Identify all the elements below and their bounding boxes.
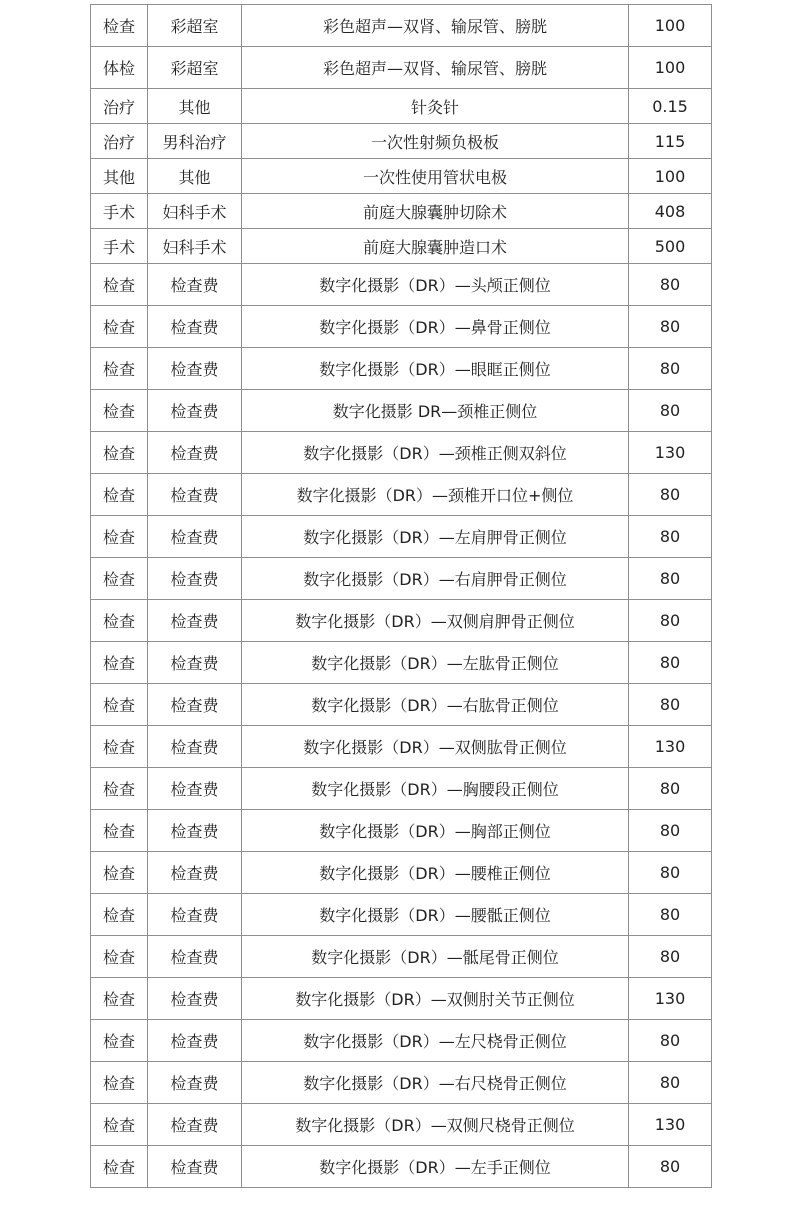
cell-department: 检查费 <box>148 1104 242 1146</box>
cell-category: 检查 <box>91 768 148 810</box>
cell-category: 检查 <box>91 600 148 642</box>
table-row <box>91 894 712 936</box>
cell-item-name: 数字化摄影 DR—颈椎正侧位 <box>242 390 629 432</box>
table-row <box>91 768 712 810</box>
cell-category: 检查 <box>91 1104 148 1146</box>
cell-item-name: 前庭大腺囊肿造口术 <box>242 229 629 264</box>
cell-price: 80 <box>629 306 712 348</box>
cell-category: 检查 <box>91 684 148 726</box>
table-row <box>91 264 712 306</box>
cell-price: 80 <box>629 516 712 558</box>
cell-category: 检查 <box>91 264 148 306</box>
cell-item-name: 数字化摄影（DR）—头颅正侧位 <box>242 264 629 306</box>
cell-item-name: 数字化摄影（DR）—颈椎开口位+侧位 <box>242 474 629 516</box>
table-row <box>91 684 712 726</box>
cell-price: 100 <box>629 5 712 47</box>
cell-category: 检查 <box>91 516 148 558</box>
cell-price: 80 <box>629 1062 712 1104</box>
cell-category: 治疗 <box>91 89 148 124</box>
cell-department: 检查费 <box>148 390 242 432</box>
cell-item-name: 数字化摄影（DR）—右肱骨正侧位 <box>242 684 629 726</box>
cell-item-name: 数字化摄影（DR）—腰骶正侧位 <box>242 894 629 936</box>
cell-category: 检查 <box>91 558 148 600</box>
table-row <box>91 1104 712 1146</box>
cell-department: 检查费 <box>148 894 242 936</box>
cell-price: 80 <box>629 264 712 306</box>
cell-department: 检查费 <box>148 726 242 768</box>
cell-price: 130 <box>629 978 712 1020</box>
cell-item-name: 数字化摄影（DR）—腰椎正侧位 <box>242 852 629 894</box>
cell-item-name: 数字化摄影（DR）—左肱骨正侧位 <box>242 642 629 684</box>
cell-price: 130 <box>629 432 712 474</box>
cell-price: 100 <box>629 47 712 89</box>
cell-category: 手术 <box>91 194 148 229</box>
table-row <box>91 229 712 264</box>
cell-category: 检查 <box>91 474 148 516</box>
cell-price: 80 <box>629 474 712 516</box>
cell-department: 其他 <box>148 89 242 124</box>
cell-item-name: 数字化摄影（DR）—眼眶正侧位 <box>242 348 629 390</box>
cell-price: 80 <box>629 936 712 978</box>
cell-department: 检查费 <box>148 474 242 516</box>
table-row <box>91 1020 712 1062</box>
table-row <box>91 642 712 684</box>
cell-category: 检查 <box>91 432 148 474</box>
cell-item-name: 数字化摄影（DR）—双侧肱骨正侧位 <box>242 726 629 768</box>
cell-price: 80 <box>629 348 712 390</box>
cell-category: 检查 <box>91 894 148 936</box>
cell-department: 检查费 <box>148 852 242 894</box>
table-row <box>91 810 712 852</box>
cell-price: 80 <box>629 852 712 894</box>
cell-item-name: 彩色超声—双肾、输尿管、膀胱 <box>242 47 629 89</box>
cell-item-name: 数字化摄影（DR）—胸腰段正侧位 <box>242 768 629 810</box>
cell-item-name: 前庭大腺囊肿切除术 <box>242 194 629 229</box>
table-row <box>91 47 712 89</box>
cell-department: 彩超室 <box>148 5 242 47</box>
cell-department: 检查费 <box>148 642 242 684</box>
cell-price: 115 <box>629 124 712 159</box>
cell-item-name: 数字化摄影（DR）—颈椎正侧双斜位 <box>242 432 629 474</box>
cell-department: 检查费 <box>148 1146 242 1188</box>
cell-price: 80 <box>629 768 712 810</box>
table-row <box>91 1146 712 1188</box>
cell-department: 检查费 <box>148 432 242 474</box>
cell-item-name: 数字化摄影（DR）—右尺桡骨正侧位 <box>242 1062 629 1104</box>
cell-item-name: 数字化摄影（DR）—左肩胛骨正侧位 <box>242 516 629 558</box>
table-row <box>91 1062 712 1104</box>
cell-category: 检查 <box>91 1020 148 1062</box>
cell-item-name: 数字化摄影（DR）—骶尾骨正侧位 <box>242 936 629 978</box>
fee-table <box>90 4 712 1188</box>
cell-price: 80 <box>629 894 712 936</box>
cell-item-name: 数字化摄影（DR）—双侧尺桡骨正侧位 <box>242 1104 629 1146</box>
cell-category: 检查 <box>91 5 148 47</box>
table-row <box>91 124 712 159</box>
cell-item-name: 数字化摄影（DR）—双侧肩胛骨正侧位 <box>242 600 629 642</box>
cell-price: 80 <box>629 558 712 600</box>
cell-department: 检查费 <box>148 810 242 852</box>
cell-price: 80 <box>629 642 712 684</box>
table-row <box>91 390 712 432</box>
cell-price: 408 <box>629 194 712 229</box>
cell-price: 80 <box>629 600 712 642</box>
table-row <box>91 978 712 1020</box>
cell-item-name: 一次性射频负极板 <box>242 124 629 159</box>
table-row <box>91 89 712 124</box>
cell-item-name: 数字化摄影（DR）—双侧肘关节正侧位 <box>242 978 629 1020</box>
cell-department: 检查费 <box>148 978 242 1020</box>
cell-item-name: 数字化摄影（DR）—胸部正侧位 <box>242 810 629 852</box>
cell-price: 80 <box>629 684 712 726</box>
cell-department: 检查费 <box>148 768 242 810</box>
cell-department: 妇科手术 <box>148 194 242 229</box>
cell-department: 检查费 <box>148 516 242 558</box>
table-row <box>91 306 712 348</box>
table-row <box>91 558 712 600</box>
cell-item-name: 针灸针 <box>242 89 629 124</box>
table-row <box>91 600 712 642</box>
table-row <box>91 474 712 516</box>
cell-item-name: 数字化摄影（DR）—左手正侧位 <box>242 1146 629 1188</box>
cell-price: 80 <box>629 1020 712 1062</box>
table-row <box>91 432 712 474</box>
table-row <box>91 348 712 390</box>
cell-department: 其他 <box>148 159 242 194</box>
cell-price: 100 <box>629 159 712 194</box>
cell-item-name: 数字化摄影（DR）—右肩胛骨正侧位 <box>242 558 629 600</box>
cell-category: 治疗 <box>91 124 148 159</box>
cell-department: 检查费 <box>148 348 242 390</box>
cell-category: 检查 <box>91 936 148 978</box>
cell-department: 检查费 <box>148 558 242 600</box>
cell-category: 其他 <box>91 159 148 194</box>
cell-category: 检查 <box>91 390 148 432</box>
cell-department: 检查费 <box>148 684 242 726</box>
cell-category: 检查 <box>91 978 148 1020</box>
cell-category: 检查 <box>91 306 148 348</box>
cell-item-name: 彩色超声—双肾、输尿管、膀胱 <box>242 5 629 47</box>
cell-department: 检查费 <box>148 1062 242 1104</box>
cell-department: 彩超室 <box>148 47 242 89</box>
cell-department: 妇科手术 <box>148 229 242 264</box>
cell-department: 检查费 <box>148 306 242 348</box>
cell-category: 检查 <box>91 348 148 390</box>
table-row <box>91 5 712 47</box>
cell-item-name: 数字化摄影（DR）—鼻骨正侧位 <box>242 306 629 348</box>
cell-price: 80 <box>629 810 712 852</box>
table-row <box>91 194 712 229</box>
cell-department: 检查费 <box>148 600 242 642</box>
cell-department: 检查费 <box>148 264 242 306</box>
cell-price: 130 <box>629 1104 712 1146</box>
table-row <box>91 159 712 194</box>
table-row <box>91 936 712 978</box>
cell-price: 130 <box>629 726 712 768</box>
cell-department: 男科治疗 <box>148 124 242 159</box>
cell-price: 0.15 <box>629 89 712 124</box>
cell-category: 检查 <box>91 810 148 852</box>
cell-price: 80 <box>629 1146 712 1188</box>
table-row <box>91 516 712 558</box>
cell-category: 检查 <box>91 852 148 894</box>
cell-category: 体检 <box>91 47 148 89</box>
cell-category: 检查 <box>91 642 148 684</box>
cell-price: 500 <box>629 229 712 264</box>
table-row <box>91 726 712 768</box>
cell-category: 手术 <box>91 229 148 264</box>
cell-category: 检查 <box>91 1062 148 1104</box>
cell-item-name: 一次性使用管状电极 <box>242 159 629 194</box>
cell-department: 检查费 <box>148 936 242 978</box>
fee-table-body <box>91 5 712 1188</box>
cell-price: 80 <box>629 390 712 432</box>
cell-item-name: 数字化摄影（DR）—左尺桡骨正侧位 <box>242 1020 629 1062</box>
cell-category: 检查 <box>91 1146 148 1188</box>
cell-category: 检查 <box>91 726 148 768</box>
cell-department: 检查费 <box>148 1020 242 1062</box>
table-row <box>91 852 712 894</box>
